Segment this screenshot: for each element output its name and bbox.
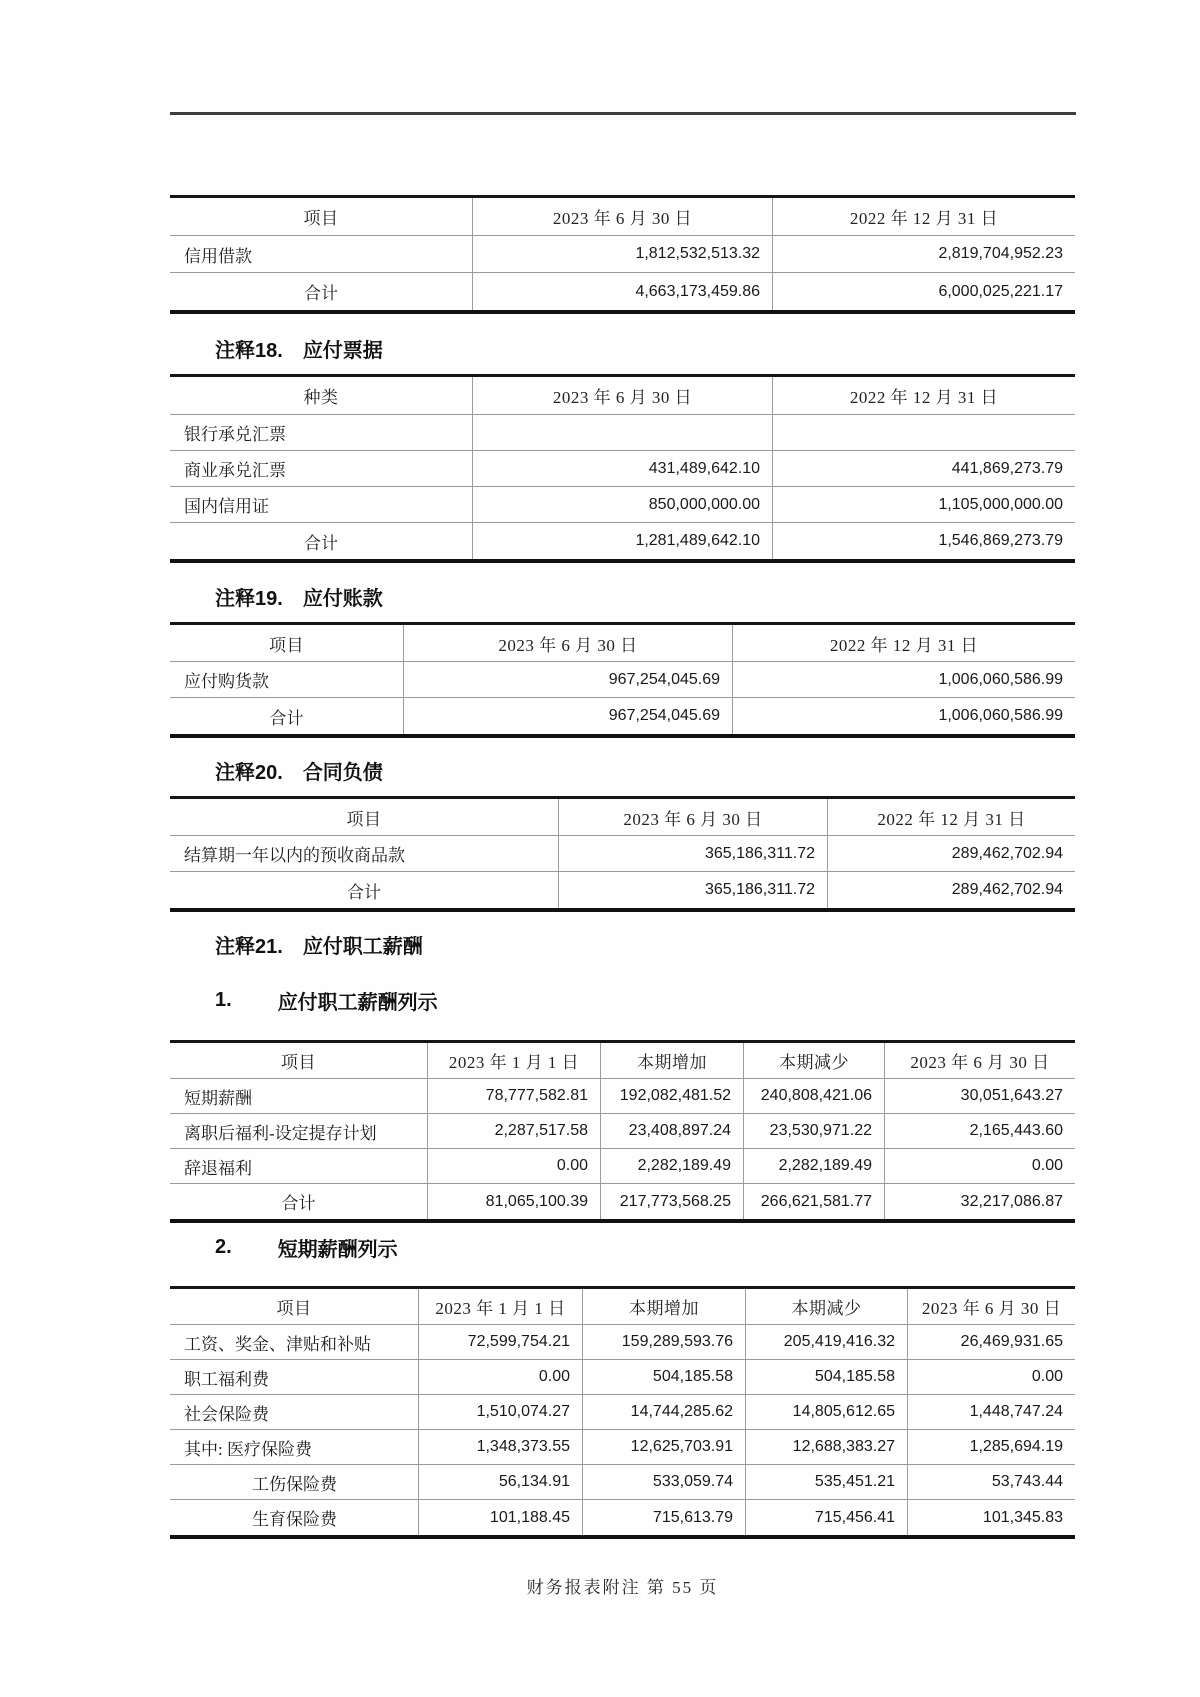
column-header: 2023 年 6 月 30 日 <box>472 377 772 414</box>
column-header: 项目 <box>276 1299 312 1318</box>
column-header: 种类 <box>303 388 339 407</box>
heading-title: 应付账款 <box>302 587 383 610</box>
row-label: 合计 <box>347 882 381 902</box>
row-label: 信用借款 <box>184 246 252 266</box>
heading-note-21 <box>215 931 423 957</box>
row-label: 工资、奖金、津贴和补贴 <box>184 1334 371 1354</box>
table-row <box>170 662 1075 698</box>
table-row <box>170 1325 1075 1360</box>
cell-value: 101,188.45 <box>418 1500 582 1535</box>
column-header: 2023 年 6 月 30 日 <box>558 799 827 835</box>
cell-value: 535,451.21 <box>745 1465 907 1499</box>
cell-value <box>472 415 772 450</box>
cell-value: 967,254,045.69 <box>403 662 732 697</box>
cell-value: 2,282,189.49 <box>743 1149 884 1183</box>
cell-value: 2,287,517.58 <box>427 1114 600 1148</box>
table-header-row <box>170 377 1075 415</box>
cell-value: 6,000,025,221.17 <box>772 273 1075 310</box>
cell-value: 78,777,582.81 <box>427 1079 600 1113</box>
column-header: 本期减少 <box>743 1043 884 1078</box>
cell-value: 14,744,285.62 <box>582 1395 745 1429</box>
row-label: 结算期一年以内的预收商品款 <box>184 846 405 865</box>
table-row <box>170 1465 1075 1500</box>
column-header: 2022 年 12 月 31 日 <box>772 198 1075 235</box>
row-label: 国内信用证 <box>184 497 269 516</box>
table-header-row <box>170 625 1075 662</box>
cell-value: 1,510,074.27 <box>418 1395 582 1429</box>
cell-value: 2,282,189.49 <box>600 1149 743 1183</box>
cell-value: 365,186,311.72 <box>558 872 827 908</box>
column-header: 2022 年 12 月 31 日 <box>732 625 1075 661</box>
table-employee-compensation-payable <box>170 1040 1075 1223</box>
cell-value: 4,663,173,459.86 <box>472 273 772 310</box>
table-row <box>170 698 1075 734</box>
heading-title: 应付职工薪酬 <box>302 935 423 958</box>
row-label: 合计 <box>269 708 304 728</box>
heading-note-19 <box>215 583 383 609</box>
table-row <box>170 872 1075 908</box>
row-label: 职工福利费 <box>184 1369 269 1389</box>
cell-value: 715,456.41 <box>745 1500 907 1535</box>
table-header-row <box>170 799 1075 836</box>
heading-note-18 <box>215 335 383 361</box>
column-header: 2023 年 6 月 30 日 <box>472 198 772 235</box>
column-header: 2022 年 12 月 31 日 <box>827 799 1075 835</box>
table-row <box>170 1114 1075 1149</box>
cell-value: 0.00 <box>418 1360 582 1394</box>
subheading-number: 1. <box>215 988 232 1011</box>
subheading-title: 应付职工薪酬列示 <box>277 991 438 1014</box>
cell-value: 32,217,086.87 <box>884 1184 1075 1219</box>
table-credit-borrowings-continued <box>170 195 1075 314</box>
heading-number: 注释18. <box>215 339 283 362</box>
cell-value: 23,408,897.24 <box>600 1114 743 1148</box>
column-header: 项目 <box>303 209 339 228</box>
cell-value: 101,345.83 <box>907 1500 1075 1535</box>
heading-number: 注释20. <box>215 761 283 784</box>
cell-value: 850,000,000.00 <box>472 487 772 522</box>
cell-value: 504,185.58 <box>582 1360 745 1394</box>
cell-value: 205,419,416.32 <box>745 1325 907 1359</box>
table-row <box>170 1184 1075 1219</box>
cell-value: 23,530,971.22 <box>743 1114 884 1148</box>
cell-value: 715,613.79 <box>582 1500 745 1535</box>
page-header-rule <box>170 112 1076 115</box>
cell-value: 81,065,100.39 <box>427 1184 600 1219</box>
cell-value: 30,051,643.27 <box>884 1079 1075 1113</box>
cell-value: 1,281,489,642.10 <box>472 523 772 559</box>
row-label: 其中: 医疗保险费 <box>184 1439 312 1459</box>
row-label: 合计 <box>281 1194 316 1213</box>
cell-value: 53,743.44 <box>907 1465 1075 1499</box>
column-header: 2023 年 6 月 30 日 <box>403 625 732 661</box>
table-accounts-payable <box>170 622 1075 738</box>
cell-value: 504,185.58 <box>745 1360 907 1394</box>
cell-value: 441,869,273.79 <box>772 451 1075 486</box>
subheading-title: 短期薪酬列示 <box>277 1238 398 1261</box>
table-notes-payable <box>170 374 1075 563</box>
cell-value: 12,625,703.91 <box>582 1430 745 1464</box>
table-row <box>170 1430 1075 1465</box>
table-row <box>170 1395 1075 1430</box>
table-header-row <box>170 1043 1075 1079</box>
page-footer: 财务报表附注 第 55 页 <box>526 1577 719 1597</box>
row-label: 生育保险费 <box>252 1510 337 1529</box>
cell-value <box>772 415 1075 450</box>
table-header-row <box>170 198 1075 236</box>
cell-value: 289,462,702.94 <box>827 836 1075 871</box>
cell-value: 12,688,383.27 <box>745 1430 907 1464</box>
heading-title: 合同负债 <box>302 761 383 784</box>
column-header: 本期减少 <box>745 1289 907 1324</box>
column-header: 本期增加 <box>582 1289 745 1324</box>
row-label: 合计 <box>304 533 338 553</box>
table-contract-liabilities <box>170 796 1075 912</box>
cell-value: 56,134.91 <box>418 1465 582 1499</box>
cell-value: 1,348,373.55 <box>418 1430 582 1464</box>
cell-value: 1,448,747.24 <box>907 1395 1075 1429</box>
subheading-number: 2. <box>215 1235 232 1258</box>
table-row <box>170 836 1075 872</box>
row-label: 社会保险费 <box>184 1404 269 1424</box>
cell-value: 2,819,704,952.23 <box>772 236 1075 272</box>
cell-value: 0.00 <box>884 1149 1075 1183</box>
row-label: 辞退福利 <box>184 1158 252 1178</box>
column-header: 2023 年 6 月 30 日 <box>884 1043 1075 1078</box>
cell-value: 0.00 <box>907 1360 1075 1394</box>
table-short-term-compensation <box>170 1286 1075 1539</box>
cell-value: 1,812,532,513.32 <box>472 236 772 272</box>
column-header: 2023 年 6 月 30 日 <box>907 1289 1075 1324</box>
row-label: 应付购货款 <box>184 672 269 691</box>
row-label: 离职后福利-设定提存计划 <box>184 1123 377 1143</box>
row-label: 合计 <box>304 284 338 303</box>
cell-value: 967,254,045.69 <box>403 698 732 734</box>
cell-value: 1,105,000,000.00 <box>772 487 1075 522</box>
column-header: 项目 <box>346 809 382 829</box>
row-label: 短期薪酬 <box>184 1088 252 1108</box>
heading-note-20 <box>215 757 383 783</box>
column-header: 项目 <box>281 1053 316 1072</box>
table-row <box>170 415 1075 451</box>
cell-value: 26,469,931.65 <box>907 1325 1075 1359</box>
cell-value: 431,489,642.10 <box>472 451 772 486</box>
column-header: 本期增加 <box>600 1043 743 1078</box>
table-row <box>170 273 1075 310</box>
table-row <box>170 523 1075 559</box>
heading-number: 注释19. <box>215 587 283 610</box>
cell-value: 240,808,421.06 <box>743 1079 884 1113</box>
table-row <box>170 1500 1075 1535</box>
row-label: 商业承兑汇票 <box>184 461 286 480</box>
cell-value: 217,773,568.25 <box>600 1184 743 1219</box>
cell-value: 159,289,593.76 <box>582 1325 745 1359</box>
cell-value: 365,186,311.72 <box>558 836 827 871</box>
table-row <box>170 1079 1075 1114</box>
table-row <box>170 1360 1075 1395</box>
cell-value: 72,599,754.21 <box>418 1325 582 1359</box>
table-row <box>170 1149 1075 1184</box>
cell-value: 1,006,060,586.99 <box>732 698 1075 734</box>
heading-title: 应付票据 <box>302 339 383 362</box>
cell-value: 2,165,443.60 <box>884 1114 1075 1148</box>
cell-value: 1,285,694.19 <box>907 1430 1075 1464</box>
subheading-1 <box>215 987 438 1013</box>
column-header: 2022 年 12 月 31 日 <box>772 377 1075 414</box>
column-header: 2023 年 1 月 1 日 <box>427 1043 600 1078</box>
cell-value: 0.00 <box>427 1149 600 1183</box>
table-row <box>170 236 1075 273</box>
cell-value: 192,082,481.52 <box>600 1079 743 1113</box>
column-header: 2023 年 1 月 1 日 <box>418 1289 582 1324</box>
cell-value: 1,006,060,586.99 <box>732 662 1075 697</box>
table-row <box>170 487 1075 523</box>
heading-number: 注释21. <box>215 935 283 958</box>
cell-value: 1,546,869,273.79 <box>772 523 1075 559</box>
subheading-2 <box>215 1234 398 1260</box>
row-label: 工伤保险费 <box>252 1474 337 1494</box>
cell-value: 14,805,612.65 <box>745 1395 907 1429</box>
table-header-row <box>170 1289 1075 1325</box>
row-label: 银行承兑汇票 <box>184 425 286 444</box>
cell-value: 533,059.74 <box>582 1465 745 1499</box>
cell-value: 289,462,702.94 <box>827 872 1075 908</box>
table-row <box>170 451 1075 487</box>
column-header: 项目 <box>269 635 304 655</box>
cell-value: 266,621,581.77 <box>743 1184 884 1219</box>
